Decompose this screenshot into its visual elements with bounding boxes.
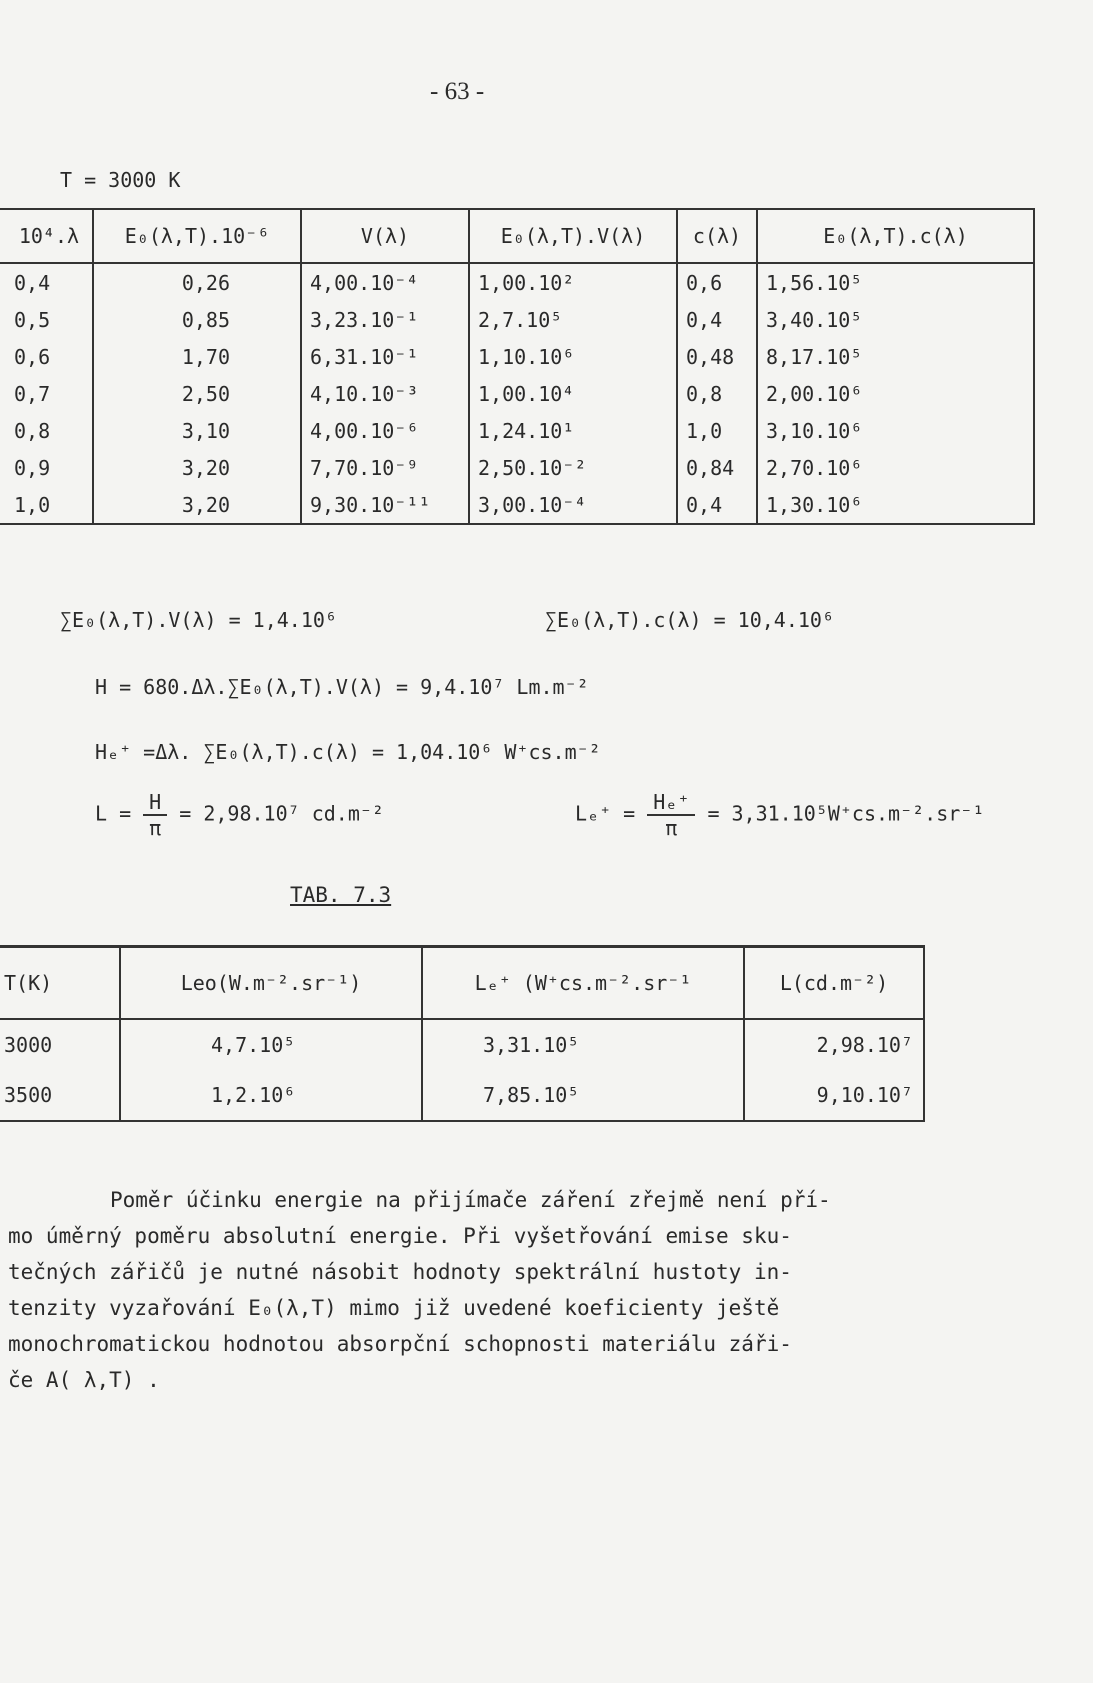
col-header-c: c(λ) [677, 209, 757, 263]
equation-l-right: = 2,98.10⁷ cd.m⁻² [179, 801, 384, 826]
cell: 1,70 [93, 338, 301, 375]
paragraph-line: tečných zářičů je nutné násobit hodnoty spektrální hustoty in- [8, 1260, 792, 1284]
cell: 0,4 [14, 270, 51, 295]
page-number: - 63 - [430, 78, 485, 105]
cell: 3,10.10⁶ [757, 412, 1034, 449]
col-header-temperature: T(K) [0, 947, 120, 1020]
equation-le-left: Lₑ⁺ = [575, 801, 636, 826]
cell: 2,70.10⁶ [757, 449, 1034, 486]
fraction-denominator: π [149, 816, 162, 840]
table-row [0, 486, 1034, 524]
cell: 2,50.10⁻² [469, 449, 677, 486]
cell: 3,20 [93, 449, 301, 486]
cell: 3000 [4, 1033, 53, 1057]
table-row [0, 338, 1034, 375]
cell: 3,31.10⁵ [422, 1019, 744, 1070]
equation-le-right: = 3,31.10⁵W⁺cs.m⁻².sr⁻¹ [707, 801, 985, 826]
cell: 1,2.10⁶ [120, 1070, 422, 1121]
equation-l-left: L = [95, 801, 132, 826]
temperature-label: T = 3000 K [60, 168, 181, 192]
table-row [0, 412, 1034, 449]
cell: 0,4 [677, 486, 757, 524]
cell: 2,00.10⁶ [757, 375, 1034, 412]
table-row [0, 1070, 924, 1121]
equation-l [95, 790, 384, 840]
cell: 2,98.10⁷ [744, 1019, 924, 1070]
cell: 0,84 [677, 449, 757, 486]
cell: 1,00.10⁴ [469, 375, 677, 412]
col-header-e0v: E₀(λ,T).V(λ) [469, 209, 677, 263]
cell: 0,6 [14, 344, 51, 369]
body-paragraph [8, 1182, 1018, 1398]
cell: 9,10.10⁷ [744, 1070, 924, 1121]
equation-h: H = 680.Δλ.∑E₀(λ,T).V(λ) = 9,4.10⁷ Lm.m⁻² [95, 675, 589, 699]
cell: 0,85 [93, 301, 301, 338]
cell: 1,56.10⁵ [757, 263, 1034, 301]
cell: 0,8 [677, 375, 757, 412]
col-header-wavelength: 10⁴.λ [0, 209, 93, 263]
cell: 7,85.10⁵ [422, 1070, 744, 1121]
spectral-table [0, 208, 1035, 525]
cell: 2,50 [93, 375, 301, 412]
table-header-row [0, 209, 1034, 263]
cell: 4,10.10⁻³ [301, 375, 469, 412]
paragraph-line: mo úměrný poměru absolutní energie. Při vyšetřování emise sku- [8, 1224, 792, 1248]
col-header-v: V(λ) [301, 209, 469, 263]
fraction-he-over-pi [647, 790, 695, 840]
table-header-row [0, 947, 924, 1020]
col-header-l: L(cd.m⁻²) [744, 947, 924, 1020]
cell: 9,30.10⁻¹¹ [301, 486, 469, 524]
cell: 0,48 [677, 338, 757, 375]
cell: 0,9 [14, 455, 51, 480]
table-row [0, 449, 1034, 486]
cell: 6,31.10⁻¹ [301, 338, 469, 375]
paragraph-line: monochromatickou hodnotou absorpční schopnosti materiálu záři- [8, 1332, 792, 1356]
table-row [0, 1019, 924, 1070]
cell: 0,8 [14, 418, 51, 443]
cell: 7,70.10⁻⁹ [301, 449, 469, 486]
fraction-numerator: Hₑ⁺ [647, 790, 695, 816]
equation-sum-v: ∑E₀(λ,T).V(λ) = 1,4.10⁶ [60, 608, 337, 632]
equation-he: Hₑ⁺ =Δλ. ∑E₀(λ,T).c(λ) = 1,04.10⁶ W⁺cs.m⁻² [95, 740, 601, 764]
table-row [0, 263, 1034, 301]
col-header-e0c: E₀(λ,T).c(λ) [757, 209, 1034, 263]
col-header-leo: Leo(W.m⁻².sr⁻¹) [120, 947, 422, 1020]
equation-sum-c: ∑E₀(λ,T).c(λ) = 10,4.10⁶ [545, 608, 834, 632]
cell: 1,24.10¹ [469, 412, 677, 449]
cell: 1,10.10⁶ [469, 338, 677, 375]
cell: 0,26 [93, 263, 301, 301]
table-row [0, 375, 1034, 412]
cell: 3,23.10⁻¹ [301, 301, 469, 338]
cell: 2,7.10⁵ [469, 301, 677, 338]
paragraph-line: če A( λ,T) . [8, 1368, 160, 1392]
cell: 0,7 [14, 381, 51, 406]
fraction-h-over-pi [143, 790, 167, 840]
cell: 1,00.10² [469, 263, 677, 301]
cell: 1,30.10⁶ [757, 486, 1034, 524]
cell: 8,17.10⁵ [757, 338, 1034, 375]
table-title: TAB. 7.3 [290, 883, 392, 907]
cell: 0,6 [677, 263, 757, 301]
fraction-denominator: π [665, 816, 678, 840]
cell: 3,00.10⁻⁴ [469, 486, 677, 524]
luminance-table [0, 945, 925, 1122]
cell: 0,4 [677, 301, 757, 338]
paragraph-line: tenzity vyzařování E₀(λ,T) mimo již uvedené koeficienty ještě [8, 1296, 780, 1320]
cell: 4,7.10⁵ [120, 1019, 422, 1070]
cell: 1,0 [0, 486, 93, 524]
equation-le [575, 790, 984, 840]
cell: 3,10 [93, 412, 301, 449]
cell: 4,00.10⁻⁶ [301, 412, 469, 449]
cell: 3,20 [93, 486, 301, 524]
cell: 3500 [0, 1070, 120, 1121]
col-header-e0: E₀(λ,T).10⁻⁶ [93, 209, 301, 263]
cell: 3,40.10⁵ [757, 301, 1034, 338]
cell: 4,00.10⁻⁴ [301, 263, 469, 301]
table-row [0, 301, 1034, 338]
col-header-le: Lₑ⁺ (W⁺cs.m⁻².sr⁻¹ [422, 947, 744, 1020]
paragraph-line: Poměr účinku energie na přijímače záření zřejmě není pří- [110, 1188, 831, 1212]
cell: 1,0 [677, 412, 757, 449]
cell: 0,5 [14, 307, 51, 332]
fraction-numerator: H [143, 790, 167, 816]
